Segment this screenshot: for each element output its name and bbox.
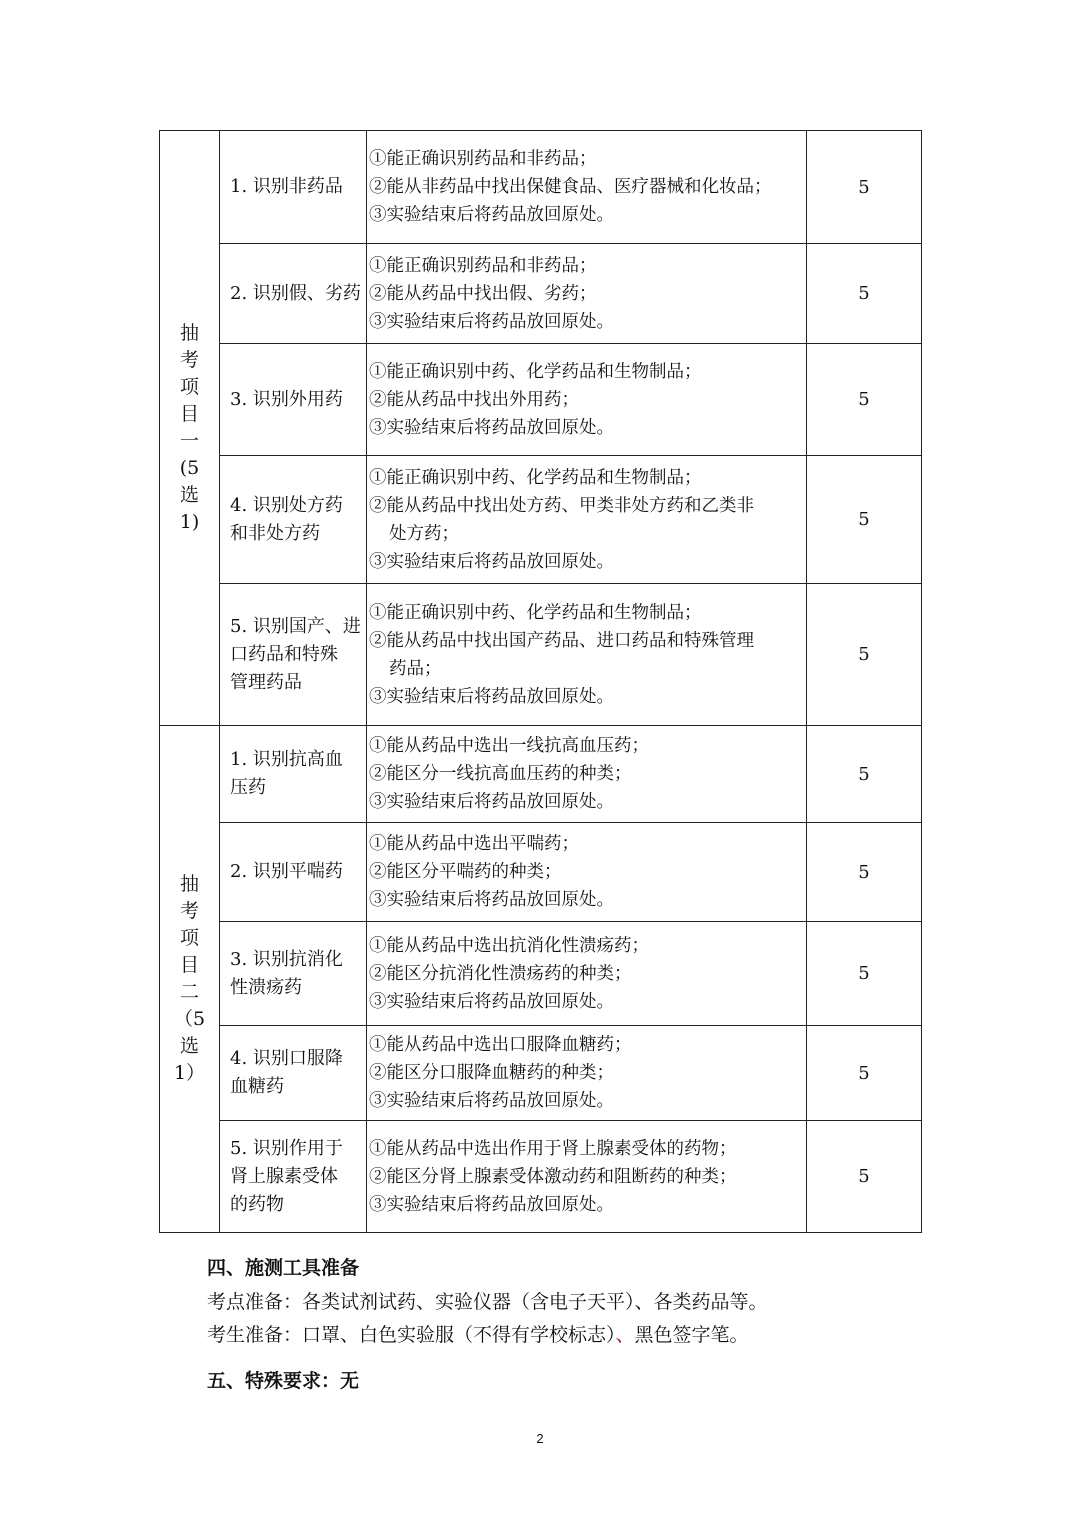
requirement-line: ②能从非药品中找出保健食品、医疗器械和化妆品；	[369, 177, 772, 197]
requirements-cell	[367, 726, 807, 823]
table-row	[160, 726, 922, 823]
group-label-char: 一	[179, 430, 199, 452]
item-name-line: 2. 识别假、劣药	[230, 282, 361, 304]
requirement-line: ②能从药品中找出国产药品、进口药品和特殊管理	[369, 630, 754, 651]
item-name-cell	[220, 1121, 367, 1233]
item-name-line: 3. 识别外用药	[230, 388, 343, 410]
group-label-char: (5	[179, 457, 200, 479]
requirement-line: ①能正确识别中药、化学药品和生物制品；	[369, 361, 702, 382]
item-name-line: 5. 识别国产、进	[230, 615, 361, 637]
requirement-line: 药品；	[389, 658, 442, 679]
item-name-line: 血糖药	[230, 1076, 284, 1097]
requirements-cell	[367, 584, 807, 726]
item-name-cell	[220, 456, 367, 584]
table-row	[160, 922, 922, 1026]
table-row	[160, 456, 922, 584]
item-name-line: 性溃疡药	[230, 976, 302, 998]
item-name-cell	[220, 131, 367, 244]
requirements-cell	[367, 1026, 807, 1121]
item-name-cell	[220, 922, 367, 1026]
requirements-cell	[367, 823, 807, 922]
item-name-line: 4. 识别处方药	[230, 494, 343, 516]
requirement-line: ③实验结束后将药品放回原处。	[369, 991, 614, 1012]
section-5-heading: 五、特殊要求：无	[207, 1370, 360, 1392]
requirement-line: ①能从药品中选出口服降血糖药；	[369, 1035, 632, 1055]
item-name-line: 1. 识别抗高血	[230, 749, 343, 770]
table-row	[160, 244, 922, 344]
item-name-cell	[220, 244, 367, 344]
score-cell: 5	[807, 823, 922, 922]
requirement-line: ①能正确识别中药、化学药品和生物制品；	[369, 602, 702, 623]
item-name-cell	[220, 1026, 367, 1121]
requirement-line: ③实验结束后将药品放回原处。	[369, 1194, 614, 1215]
group-label-char: 目	[179, 954, 199, 976]
requirement-line: ②能从药品中找出外用药；	[369, 389, 579, 410]
requirements-cell	[367, 456, 807, 584]
requirement-line: ①能正确识别药品和非药品；	[369, 149, 597, 169]
item-name-cell	[220, 584, 367, 726]
group-label-char: 选	[179, 484, 199, 506]
requirement-line: ②能区分肾上腺素受体激动药和阻断药的种类；	[369, 1166, 737, 1187]
score-cell: 5	[807, 1121, 922, 1233]
score-cell: 5	[807, 344, 922, 456]
requirement-line: ②能从药品中找出假、劣药；	[369, 283, 597, 304]
project-group-label	[160, 131, 220, 726]
requirement-line: 处方药；	[389, 523, 459, 544]
group-label-char: 选	[179, 1035, 199, 1057]
item-name-line: 4. 识别口服降	[230, 1048, 343, 1069]
project-group-label	[160, 726, 220, 1233]
group-label-char: 考	[179, 900, 199, 922]
section-4-heading: 四、施测工具准备	[207, 1257, 360, 1279]
item-name-cell	[220, 823, 367, 922]
score-cell: 5	[807, 584, 922, 726]
page-number: 2	[536, 1431, 544, 1446]
requirement-line: ①能从药品中选出平喘药；	[369, 834, 579, 854]
item-name-line: 的药物	[230, 1193, 284, 1215]
item-name-line: 口药品和特殊	[230, 643, 338, 665]
table-row	[160, 1121, 922, 1233]
group-label-char: 考	[179, 349, 199, 371]
requirement-line: ①能从药品中选出抗消化性溃疡药；	[369, 935, 649, 956]
group-label-char: 抽	[179, 322, 199, 344]
group-label-char: 项	[179, 376, 199, 398]
requirement-line: ①能从药品中选出作用于肾上腺素受体的药物；	[369, 1138, 737, 1159]
table-row	[160, 131, 922, 244]
requirement-line: ③实验结束后将药品放回原处。	[369, 686, 614, 707]
requirements-cell	[367, 344, 807, 456]
item-name-line: 5. 识别作用于	[230, 1137, 343, 1159]
requirement-line: ③实验结束后将药品放回原处。	[369, 417, 614, 438]
requirement-line: ②能从药品中找出处方药、甲类非处方药和乙类非	[369, 495, 754, 516]
group-label-char: （5	[173, 1008, 206, 1030]
requirement-line: ③实验结束后将药品放回原处。	[369, 890, 614, 910]
table-row	[160, 1026, 922, 1121]
group-label-char: 目	[179, 403, 199, 425]
candidate-prep-text-a: 考生准备：口罩、白色实验服（不得有学校标志）	[207, 1324, 616, 1346]
score-cell: 5	[807, 131, 922, 244]
item-name-cell	[220, 726, 367, 823]
requirement-line: ③实验结束后将药品放回原处。	[369, 1091, 614, 1111]
requirement-line: ③实验结束后将药品放回原处。	[369, 792, 614, 812]
requirement-line: ③实验结束后将药品放回原处。	[369, 311, 614, 332]
score-cell: 5	[807, 244, 922, 344]
group-label-char: 1)	[179, 511, 200, 533]
item-name-line: 1. 识别非药品	[230, 176, 343, 197]
item-name-line: 2. 识别平喘药	[230, 861, 343, 882]
score-cell: 5	[807, 456, 922, 584]
requirements-cell	[367, 922, 807, 1026]
requirement-line: ③实验结束后将药品放回原处。	[369, 205, 614, 225]
section-4-candidate-prep	[207, 1320, 749, 1347]
item-name-line: 3. 识别抗消化	[230, 948, 343, 970]
candidate-prep-text-b: 黑色签字笔。	[634, 1324, 749, 1346]
group-label-char: 1）	[173, 1062, 206, 1084]
item-name-line: 肾上腺素受体	[230, 1165, 338, 1187]
requirement-line: ①能正确识别药品和非药品；	[369, 255, 597, 276]
requirements-cell	[367, 1121, 807, 1233]
requirement-line: ②能区分抗消化性溃疡药的种类；	[369, 963, 632, 984]
requirement-line: ②能区分一线抗高血压药的种类；	[369, 764, 632, 784]
score-cell: 5	[807, 1026, 922, 1121]
item-name-line: 压药	[230, 777, 266, 798]
requirement-line: ②能区分口服降血糖药的种类；	[369, 1063, 614, 1083]
requirement-line: ②能区分平喘药的种类；	[369, 862, 562, 882]
score-cell: 5	[807, 922, 922, 1026]
requirement-line: ③实验结束后将药品放回原处。	[369, 551, 614, 572]
table-row	[160, 344, 922, 456]
assessment-table	[159, 130, 922, 1233]
requirements-cell	[367, 244, 807, 344]
requirement-line: ①能从药品中选出一线抗高血压药；	[369, 736, 649, 756]
group-label-char: 二	[179, 981, 199, 1003]
table-row	[160, 584, 922, 726]
group-label-char: 项	[179, 927, 199, 949]
group-label-char: 抽	[179, 873, 199, 895]
requirements-cell	[367, 131, 807, 244]
candidate-prep-red-mark: 、	[615, 1324, 635, 1346]
item-name-cell	[220, 344, 367, 456]
section-4-venue-prep: 考点准备：各类试剂试药、实验仪器（含电子天平）、各类药品等。	[207, 1291, 768, 1313]
item-name-line: 和非处方药	[230, 522, 320, 544]
requirement-line: ①能正确识别中药、化学药品和生物制品；	[369, 467, 702, 488]
table-row	[160, 823, 922, 922]
item-name-line: 管理药品	[230, 671, 302, 693]
score-cell: 5	[807, 726, 922, 823]
